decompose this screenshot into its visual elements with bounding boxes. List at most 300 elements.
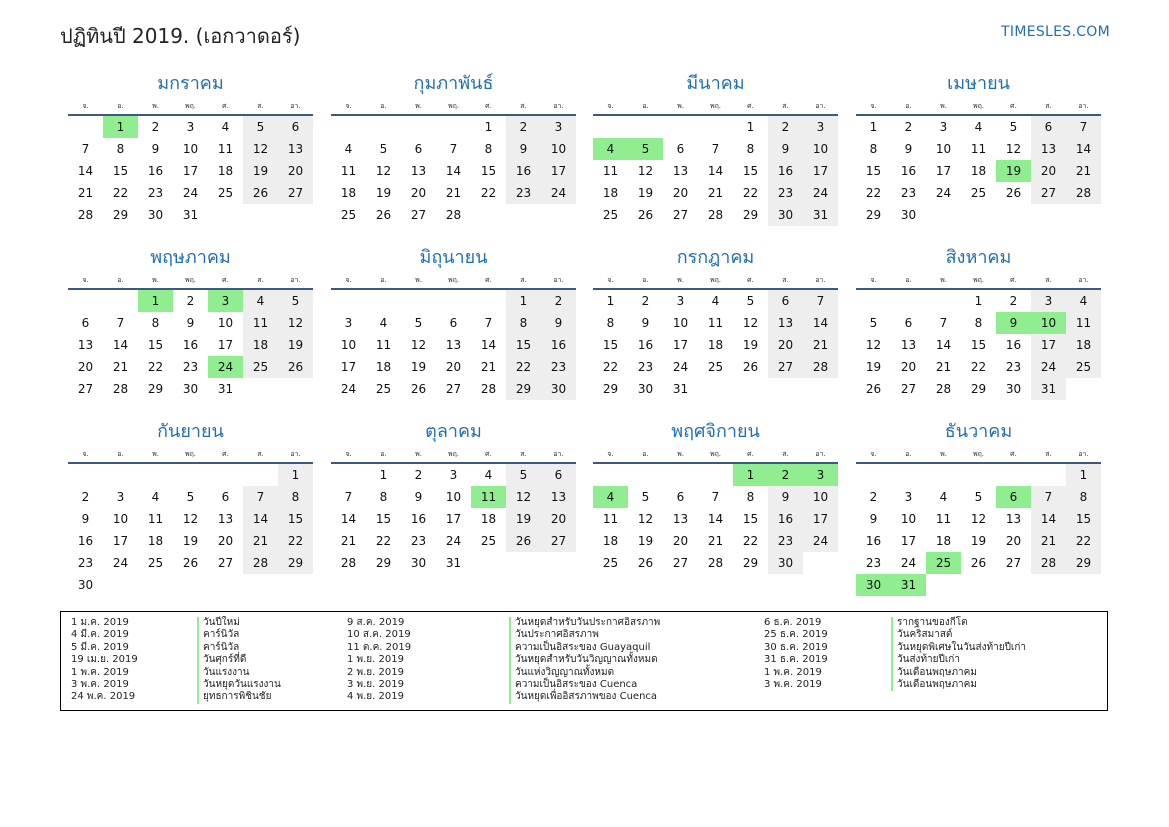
empty-cell bbox=[961, 464, 996, 486]
day-cell: 19 bbox=[410, 360, 427, 374]
legend-date: 24 พ.ค. 2019 bbox=[71, 691, 136, 703]
legend-holiday-name: วันแรงงาน bbox=[197, 667, 281, 679]
day-grid bbox=[856, 116, 1101, 226]
day-cell: 7 bbox=[116, 316, 125, 330]
legend-holiday-name: วันคริสมาสต์ bbox=[891, 629, 1026, 641]
day-cell: 10 bbox=[182, 142, 199, 156]
day-cell: 17 bbox=[340, 360, 357, 374]
weekday-label: พ. bbox=[415, 450, 422, 458]
day-cell: 12 bbox=[865, 338, 882, 352]
day-cell: 22 bbox=[480, 186, 497, 200]
day-grid bbox=[68, 464, 313, 596]
legend-holiday-name: คาร์นิวัล bbox=[197, 642, 281, 654]
day-cell: 4 bbox=[484, 468, 493, 482]
holiday-day-cell: 25 bbox=[926, 552, 961, 574]
day-cell: 24 bbox=[182, 186, 199, 200]
day-cell: 25 bbox=[147, 556, 164, 570]
weekday-label: อ. bbox=[117, 276, 124, 284]
day-cell: 28 bbox=[112, 382, 129, 396]
day-cell: 4 bbox=[939, 490, 948, 504]
legend-date: 19 เม.ย. 2019 bbox=[71, 654, 138, 666]
weekday-label: พฤ. bbox=[447, 276, 460, 284]
empty-cell bbox=[366, 290, 401, 312]
day-cell: 4 bbox=[344, 142, 353, 156]
legend-holiday-name: วันประกาศอิสรภาพ bbox=[509, 629, 660, 641]
holiday-day-cell: 30 bbox=[856, 574, 891, 596]
month-calendar bbox=[68, 418, 313, 596]
day-cell: 9 bbox=[869, 512, 878, 526]
day-cell: 2 bbox=[768, 116, 803, 138]
day-cell: 26 bbox=[375, 208, 392, 222]
empty-cell bbox=[436, 290, 471, 312]
day-cell: 19 bbox=[742, 338, 759, 352]
weekday-label: จ. bbox=[870, 276, 877, 284]
month-name: พฤศจิกายน bbox=[671, 421, 760, 442]
day-cell: 23 bbox=[1005, 360, 1022, 374]
weekday-label: อา. bbox=[290, 276, 301, 284]
month-calendar bbox=[68, 70, 313, 226]
legend-holiday-name: ความเป็นอิสระของ Guayaquil bbox=[509, 642, 660, 654]
legend-date: 25 ธ.ค. 2019 bbox=[764, 629, 828, 641]
day-cell: 28 bbox=[340, 556, 357, 570]
weekday-label: อ. bbox=[642, 276, 649, 284]
day-cell: 3 bbox=[116, 490, 125, 504]
day-cell: 1 bbox=[606, 294, 615, 308]
day-cell: 27 bbox=[77, 382, 94, 396]
day-cell: 21 bbox=[340, 534, 357, 548]
day-cell: 30 bbox=[768, 204, 803, 226]
day-cell: 12 bbox=[742, 316, 759, 330]
weekday-label: จ. bbox=[82, 450, 89, 458]
day-cell: 6 bbox=[541, 464, 576, 486]
day-cell: 12 bbox=[182, 512, 199, 526]
weekday-label: ส. bbox=[257, 276, 264, 284]
day-cell: 18 bbox=[602, 534, 619, 548]
empty-cell bbox=[331, 116, 366, 138]
day-cell: 17 bbox=[541, 160, 576, 182]
day-cell: 28 bbox=[480, 382, 497, 396]
weekday-label: ส. bbox=[782, 102, 789, 110]
day-cell: 29 bbox=[506, 378, 541, 400]
weekday-label: อ. bbox=[642, 450, 649, 458]
legend-date: 3 พ.ค. 2019 bbox=[764, 678, 822, 690]
legend-date: 6 ธ.ค. 2019 bbox=[764, 617, 822, 628]
day-cell: 7 bbox=[81, 142, 90, 156]
weekday-label: พ. bbox=[152, 102, 159, 110]
day-cell: 16 bbox=[410, 512, 427, 526]
day-cell: 1 bbox=[506, 290, 541, 312]
day-cell: 3 bbox=[449, 468, 458, 482]
empty-cell bbox=[663, 464, 698, 486]
day-cell: 21 bbox=[77, 186, 94, 200]
day-cell: 26 bbox=[865, 382, 882, 396]
day-cell: 16 bbox=[182, 338, 199, 352]
weekday-label: อา. bbox=[815, 450, 826, 458]
empty-cell bbox=[926, 290, 961, 312]
empty-cell bbox=[173, 464, 208, 486]
day-cell: 15 bbox=[970, 338, 987, 352]
weekday-header bbox=[331, 446, 576, 462]
weekday-label: พฤ. bbox=[972, 102, 985, 110]
weekday-label: ศ. bbox=[222, 102, 229, 110]
day-cell: 11 bbox=[147, 512, 164, 526]
weekday-label: อ. bbox=[905, 276, 912, 284]
day-cell: 9 bbox=[768, 486, 803, 508]
day-cell: 31 bbox=[1031, 378, 1066, 400]
day-cell: 7 bbox=[243, 486, 278, 508]
day-grid bbox=[856, 290, 1101, 400]
day-cell: 21 bbox=[1031, 530, 1066, 552]
day-cell: 13 bbox=[541, 486, 576, 508]
legend-holiday-name: ความเป็นอิสระของ Cuenca bbox=[509, 679, 660, 691]
empty-cell bbox=[103, 464, 138, 486]
weekday-label: อ. bbox=[380, 102, 387, 110]
day-cell: 15 bbox=[742, 164, 759, 178]
legend-date: 3 พ.ค. 2019 bbox=[71, 678, 129, 690]
day-cell: 23 bbox=[182, 360, 199, 374]
weekday-label: จ. bbox=[607, 276, 614, 284]
weekday-label: ศ. bbox=[222, 276, 229, 284]
empty-cell bbox=[366, 116, 401, 138]
holiday-day-cell: 1 bbox=[103, 116, 138, 138]
day-cell: 14 bbox=[243, 508, 278, 530]
weekday-label: พ. bbox=[152, 276, 159, 284]
month-name: ธันวาคม bbox=[944, 421, 1013, 442]
day-cell: 20 bbox=[900, 360, 917, 374]
legend-holiday-name: วันเดือนพฤษภาคม bbox=[891, 667, 1026, 679]
day-grid bbox=[331, 290, 576, 400]
day-cell: 26 bbox=[506, 530, 541, 552]
day-cell: 27 bbox=[900, 382, 917, 396]
day-cell: 14 bbox=[1031, 508, 1066, 530]
day-cell: 18 bbox=[1066, 334, 1101, 356]
day-cell: 15 bbox=[506, 334, 541, 356]
weekday-label: จ. bbox=[607, 450, 614, 458]
holiday-day-cell: 3 bbox=[208, 290, 243, 312]
day-cell: 5 bbox=[414, 316, 423, 330]
day-cell: 25 bbox=[707, 360, 724, 374]
day-cell: 7 bbox=[939, 316, 948, 330]
day-cell: 10 bbox=[803, 486, 838, 508]
weekday-label: ส. bbox=[257, 450, 264, 458]
day-cell: 24 bbox=[900, 556, 917, 570]
holiday-day-cell: 4 bbox=[593, 138, 628, 160]
day-cell: 26 bbox=[182, 556, 199, 570]
weekday-label: พฤ. bbox=[972, 450, 985, 458]
weekday-label: จ. bbox=[870, 102, 877, 110]
day-cell: 2 bbox=[506, 116, 541, 138]
holiday-day-cell: 11 bbox=[471, 486, 506, 508]
weekday-label: พฤ. bbox=[709, 102, 722, 110]
day-cell: 27 bbox=[768, 356, 803, 378]
day-grid bbox=[68, 116, 313, 226]
day-cell: 4 bbox=[974, 120, 983, 134]
day-cell: 18 bbox=[243, 334, 278, 356]
weekday-label: อา. bbox=[553, 276, 564, 284]
day-cell: 21 bbox=[243, 530, 278, 552]
day-cell: 13 bbox=[1005, 512, 1022, 526]
day-cell: 5 bbox=[869, 316, 878, 330]
empty-cell bbox=[103, 290, 138, 312]
day-cell: 22 bbox=[865, 186, 882, 200]
legend-holiday-name: วันแห่งวิญญาณทั้งหมด bbox=[509, 667, 660, 679]
legend-date: 31 ธ.ค. 2019 bbox=[764, 654, 828, 666]
weekday-label: อ. bbox=[117, 450, 124, 458]
weekday-label: อา. bbox=[1078, 102, 1089, 110]
month-name: กุมภาพันธ์ bbox=[413, 73, 494, 94]
day-cell: 16 bbox=[637, 338, 654, 352]
holiday-legend bbox=[60, 611, 1108, 711]
day-cell: 1 bbox=[379, 468, 388, 482]
legend-holiday-name: วันหยุดวันแรงงาน bbox=[197, 679, 281, 691]
empty-cell bbox=[856, 464, 891, 486]
weekday-label: อา. bbox=[1078, 276, 1089, 284]
day-cell: 28 bbox=[1031, 552, 1066, 574]
legend-dates-column-3 bbox=[764, 617, 828, 691]
day-cell: 20 bbox=[672, 534, 689, 548]
day-cell: 30 bbox=[182, 382, 199, 396]
day-cell: 28 bbox=[707, 556, 724, 570]
day-cell: 22 bbox=[506, 356, 541, 378]
day-cell: 3 bbox=[939, 120, 948, 134]
day-cell: 21 bbox=[480, 360, 497, 374]
day-cell: 30 bbox=[768, 552, 803, 574]
day-cell: 14 bbox=[480, 338, 497, 352]
day-cell: 2 bbox=[1009, 294, 1018, 308]
day-cell: 16 bbox=[541, 334, 576, 356]
day-cell: 16 bbox=[1005, 338, 1022, 352]
day-cell: 16 bbox=[506, 160, 541, 182]
day-cell: 7 bbox=[344, 490, 353, 504]
legend-date: 1 พ.ค. 2019 bbox=[71, 666, 129, 678]
holiday-day-cell: 5 bbox=[628, 138, 663, 160]
day-cell: 26 bbox=[1005, 186, 1022, 200]
brand-link[interactable]: TIMESLES.COM bbox=[1001, 24, 1110, 40]
empty-cell bbox=[698, 116, 733, 138]
day-cell: 18 bbox=[480, 512, 497, 526]
weekday-label: จ. bbox=[345, 276, 352, 284]
day-cell: 27 bbox=[1005, 556, 1022, 570]
holiday-day-cell: 4 bbox=[593, 486, 628, 508]
weekday-label: ศ. bbox=[1010, 450, 1017, 458]
day-cell: 7 bbox=[711, 490, 720, 504]
weekday-label: ส. bbox=[1045, 276, 1052, 284]
day-cell: 29 bbox=[375, 556, 392, 570]
day-cell: 10 bbox=[672, 316, 689, 330]
day-cell: 26 bbox=[243, 182, 278, 204]
weekday-label: อ. bbox=[117, 102, 124, 110]
day-cell: 2 bbox=[904, 120, 913, 134]
day-cell: 10 bbox=[900, 512, 917, 526]
day-cell: 31 bbox=[803, 204, 838, 226]
day-cell: 8 bbox=[506, 312, 541, 334]
weekday-label: ส. bbox=[1045, 450, 1052, 458]
weekday-label: พ. bbox=[677, 102, 684, 110]
weekday-label: พ. bbox=[677, 450, 684, 458]
day-cell: 2 bbox=[151, 120, 160, 134]
empty-cell bbox=[1031, 464, 1066, 486]
day-cell: 14 bbox=[707, 512, 724, 526]
day-cell: 19 bbox=[182, 534, 199, 548]
day-cell: 2 bbox=[414, 468, 423, 482]
legend-date: 9 ส.ค. 2019 bbox=[347, 617, 405, 628]
day-cell: 5 bbox=[243, 116, 278, 138]
day-cell: 19 bbox=[375, 186, 392, 200]
day-cell: 15 bbox=[375, 512, 392, 526]
day-cell: 8 bbox=[1066, 486, 1101, 508]
day-cell: 14 bbox=[1066, 138, 1101, 160]
legend-holiday-name: วันหยุดสำหรับวันประกาศอิสรภาพ bbox=[509, 617, 660, 629]
weekday-header bbox=[68, 272, 313, 288]
day-cell: 9 bbox=[768, 138, 803, 160]
month-name: ตุลาคม bbox=[425, 421, 482, 442]
day-cell: 12 bbox=[970, 512, 987, 526]
day-cell: 13 bbox=[900, 338, 917, 352]
day-cell: 19 bbox=[243, 160, 278, 182]
weekday-header bbox=[68, 446, 313, 462]
day-cell: 19 bbox=[637, 534, 654, 548]
day-cell: 13 bbox=[672, 164, 689, 178]
weekday-label: จ. bbox=[82, 276, 89, 284]
day-cell: 23 bbox=[77, 556, 94, 570]
month-calendar bbox=[856, 418, 1101, 596]
day-cell: 15 bbox=[278, 508, 313, 530]
month-name: มิถุนายน bbox=[419, 247, 488, 268]
day-cell: 24 bbox=[541, 182, 576, 204]
day-cell: 10 bbox=[803, 138, 838, 160]
day-cell: 11 bbox=[375, 338, 392, 352]
weekday-label: พฤ. bbox=[184, 102, 197, 110]
day-cell: 13 bbox=[77, 338, 94, 352]
day-cell: 14 bbox=[445, 164, 462, 178]
day-cell: 25 bbox=[970, 186, 987, 200]
day-cell: 18 bbox=[970, 164, 987, 178]
page-title: ปฏิทินปี 2019. (เอกวาดอร์) bbox=[60, 24, 301, 48]
weekday-label: พฤ. bbox=[184, 276, 197, 284]
day-cell: 3 bbox=[344, 316, 353, 330]
empty-cell bbox=[401, 116, 436, 138]
empty-cell bbox=[891, 464, 926, 486]
day-cell: 8 bbox=[746, 142, 755, 156]
day-cell: 17 bbox=[1031, 334, 1066, 356]
empty-cell bbox=[698, 464, 733, 486]
day-cell: 22 bbox=[602, 360, 619, 374]
day-cell: 26 bbox=[278, 356, 313, 378]
day-cell: 13 bbox=[768, 312, 803, 334]
day-cell: 28 bbox=[935, 382, 952, 396]
day-cell: 27 bbox=[217, 556, 234, 570]
day-cell: 4 bbox=[1066, 290, 1101, 312]
day-cell: 29 bbox=[112, 208, 129, 222]
day-cell: 13 bbox=[410, 164, 427, 178]
day-cell: 22 bbox=[970, 360, 987, 374]
weekday-label: อา. bbox=[290, 102, 301, 110]
weekday-label: ศ. bbox=[747, 276, 754, 284]
day-cell: 3 bbox=[186, 120, 195, 134]
legend-names-column-2 bbox=[509, 617, 660, 704]
day-cell: 19 bbox=[970, 534, 987, 548]
day-cell: 8 bbox=[974, 316, 983, 330]
day-cell: 6 bbox=[1031, 116, 1066, 138]
day-cell: 15 bbox=[480, 164, 497, 178]
day-cell: 19 bbox=[865, 360, 882, 374]
weekday-label: จ. bbox=[870, 450, 877, 458]
legend-date: 11 ต.ค. 2019 bbox=[347, 641, 412, 653]
day-cell: 29 bbox=[602, 382, 619, 396]
weekday-header bbox=[856, 98, 1101, 114]
weekday-label: พ. bbox=[677, 276, 684, 284]
empty-cell bbox=[628, 116, 663, 138]
legend-date: 2 พ.ย. 2019 bbox=[347, 666, 404, 678]
holiday-day-cell: 31 bbox=[891, 574, 926, 596]
legend-holiday-name: วันปีใหม่ bbox=[197, 617, 281, 629]
day-cell: 9 bbox=[541, 312, 576, 334]
day-cell: 25 bbox=[602, 208, 619, 222]
legend-date: 4 พ.ย. 2019 bbox=[347, 691, 404, 703]
day-cell: 18 bbox=[935, 534, 952, 548]
day-cell: 6 bbox=[676, 142, 685, 156]
month-name: กันยายน bbox=[157, 421, 224, 442]
day-cell: 19 bbox=[637, 186, 654, 200]
weekday-label: ส. bbox=[1045, 102, 1052, 110]
day-cell: 23 bbox=[541, 356, 576, 378]
day-cell: 27 bbox=[672, 208, 689, 222]
empty-cell bbox=[68, 116, 103, 138]
day-cell: 28 bbox=[445, 208, 462, 222]
day-cell: 4 bbox=[151, 490, 160, 504]
holiday-day-cell: 1 bbox=[138, 290, 173, 312]
day-cell: 5 bbox=[641, 490, 650, 504]
weekday-label: พ. bbox=[152, 450, 159, 458]
day-cell: 19 bbox=[506, 508, 541, 530]
day-cell: 18 bbox=[707, 338, 724, 352]
day-cell: 24 bbox=[803, 530, 838, 552]
day-cell: 6 bbox=[768, 290, 803, 312]
day-cell: 31 bbox=[672, 382, 689, 396]
day-cell: 29 bbox=[970, 382, 987, 396]
month-calendar bbox=[856, 244, 1101, 400]
weekday-label: พฤ. bbox=[184, 450, 197, 458]
legend-holiday-name: คาร์นิวัล bbox=[197, 629, 281, 641]
day-cell: 29 bbox=[1066, 552, 1101, 574]
weekday-header bbox=[856, 272, 1101, 288]
day-cell: 8 bbox=[379, 490, 388, 504]
weekday-header bbox=[593, 446, 838, 462]
weekday-label: ศ. bbox=[747, 450, 754, 458]
weekday-label: พฤ. bbox=[447, 450, 460, 458]
empty-cell bbox=[471, 290, 506, 312]
day-cell: 22 bbox=[1066, 530, 1101, 552]
day-cell: 23 bbox=[637, 360, 654, 374]
day-cell: 31 bbox=[445, 556, 462, 570]
day-grid bbox=[593, 116, 838, 226]
empty-cell bbox=[138, 464, 173, 486]
day-cell: 1 bbox=[278, 464, 313, 486]
day-cell: 10 bbox=[112, 512, 129, 526]
day-cell: 27 bbox=[278, 182, 313, 204]
day-cell: 20 bbox=[672, 186, 689, 200]
day-cell: 1 bbox=[869, 120, 878, 134]
day-cell: 8 bbox=[151, 316, 160, 330]
weekday-label: พ. bbox=[940, 276, 947, 284]
day-cell: 3 bbox=[541, 116, 576, 138]
day-cell: 20 bbox=[278, 160, 313, 182]
day-cell: 11 bbox=[970, 142, 987, 156]
day-cell: 22 bbox=[375, 534, 392, 548]
day-cell: 21 bbox=[707, 534, 724, 548]
legend-date: 1 พ.ค. 2019 bbox=[764, 666, 822, 678]
day-cell: 17 bbox=[182, 164, 199, 178]
